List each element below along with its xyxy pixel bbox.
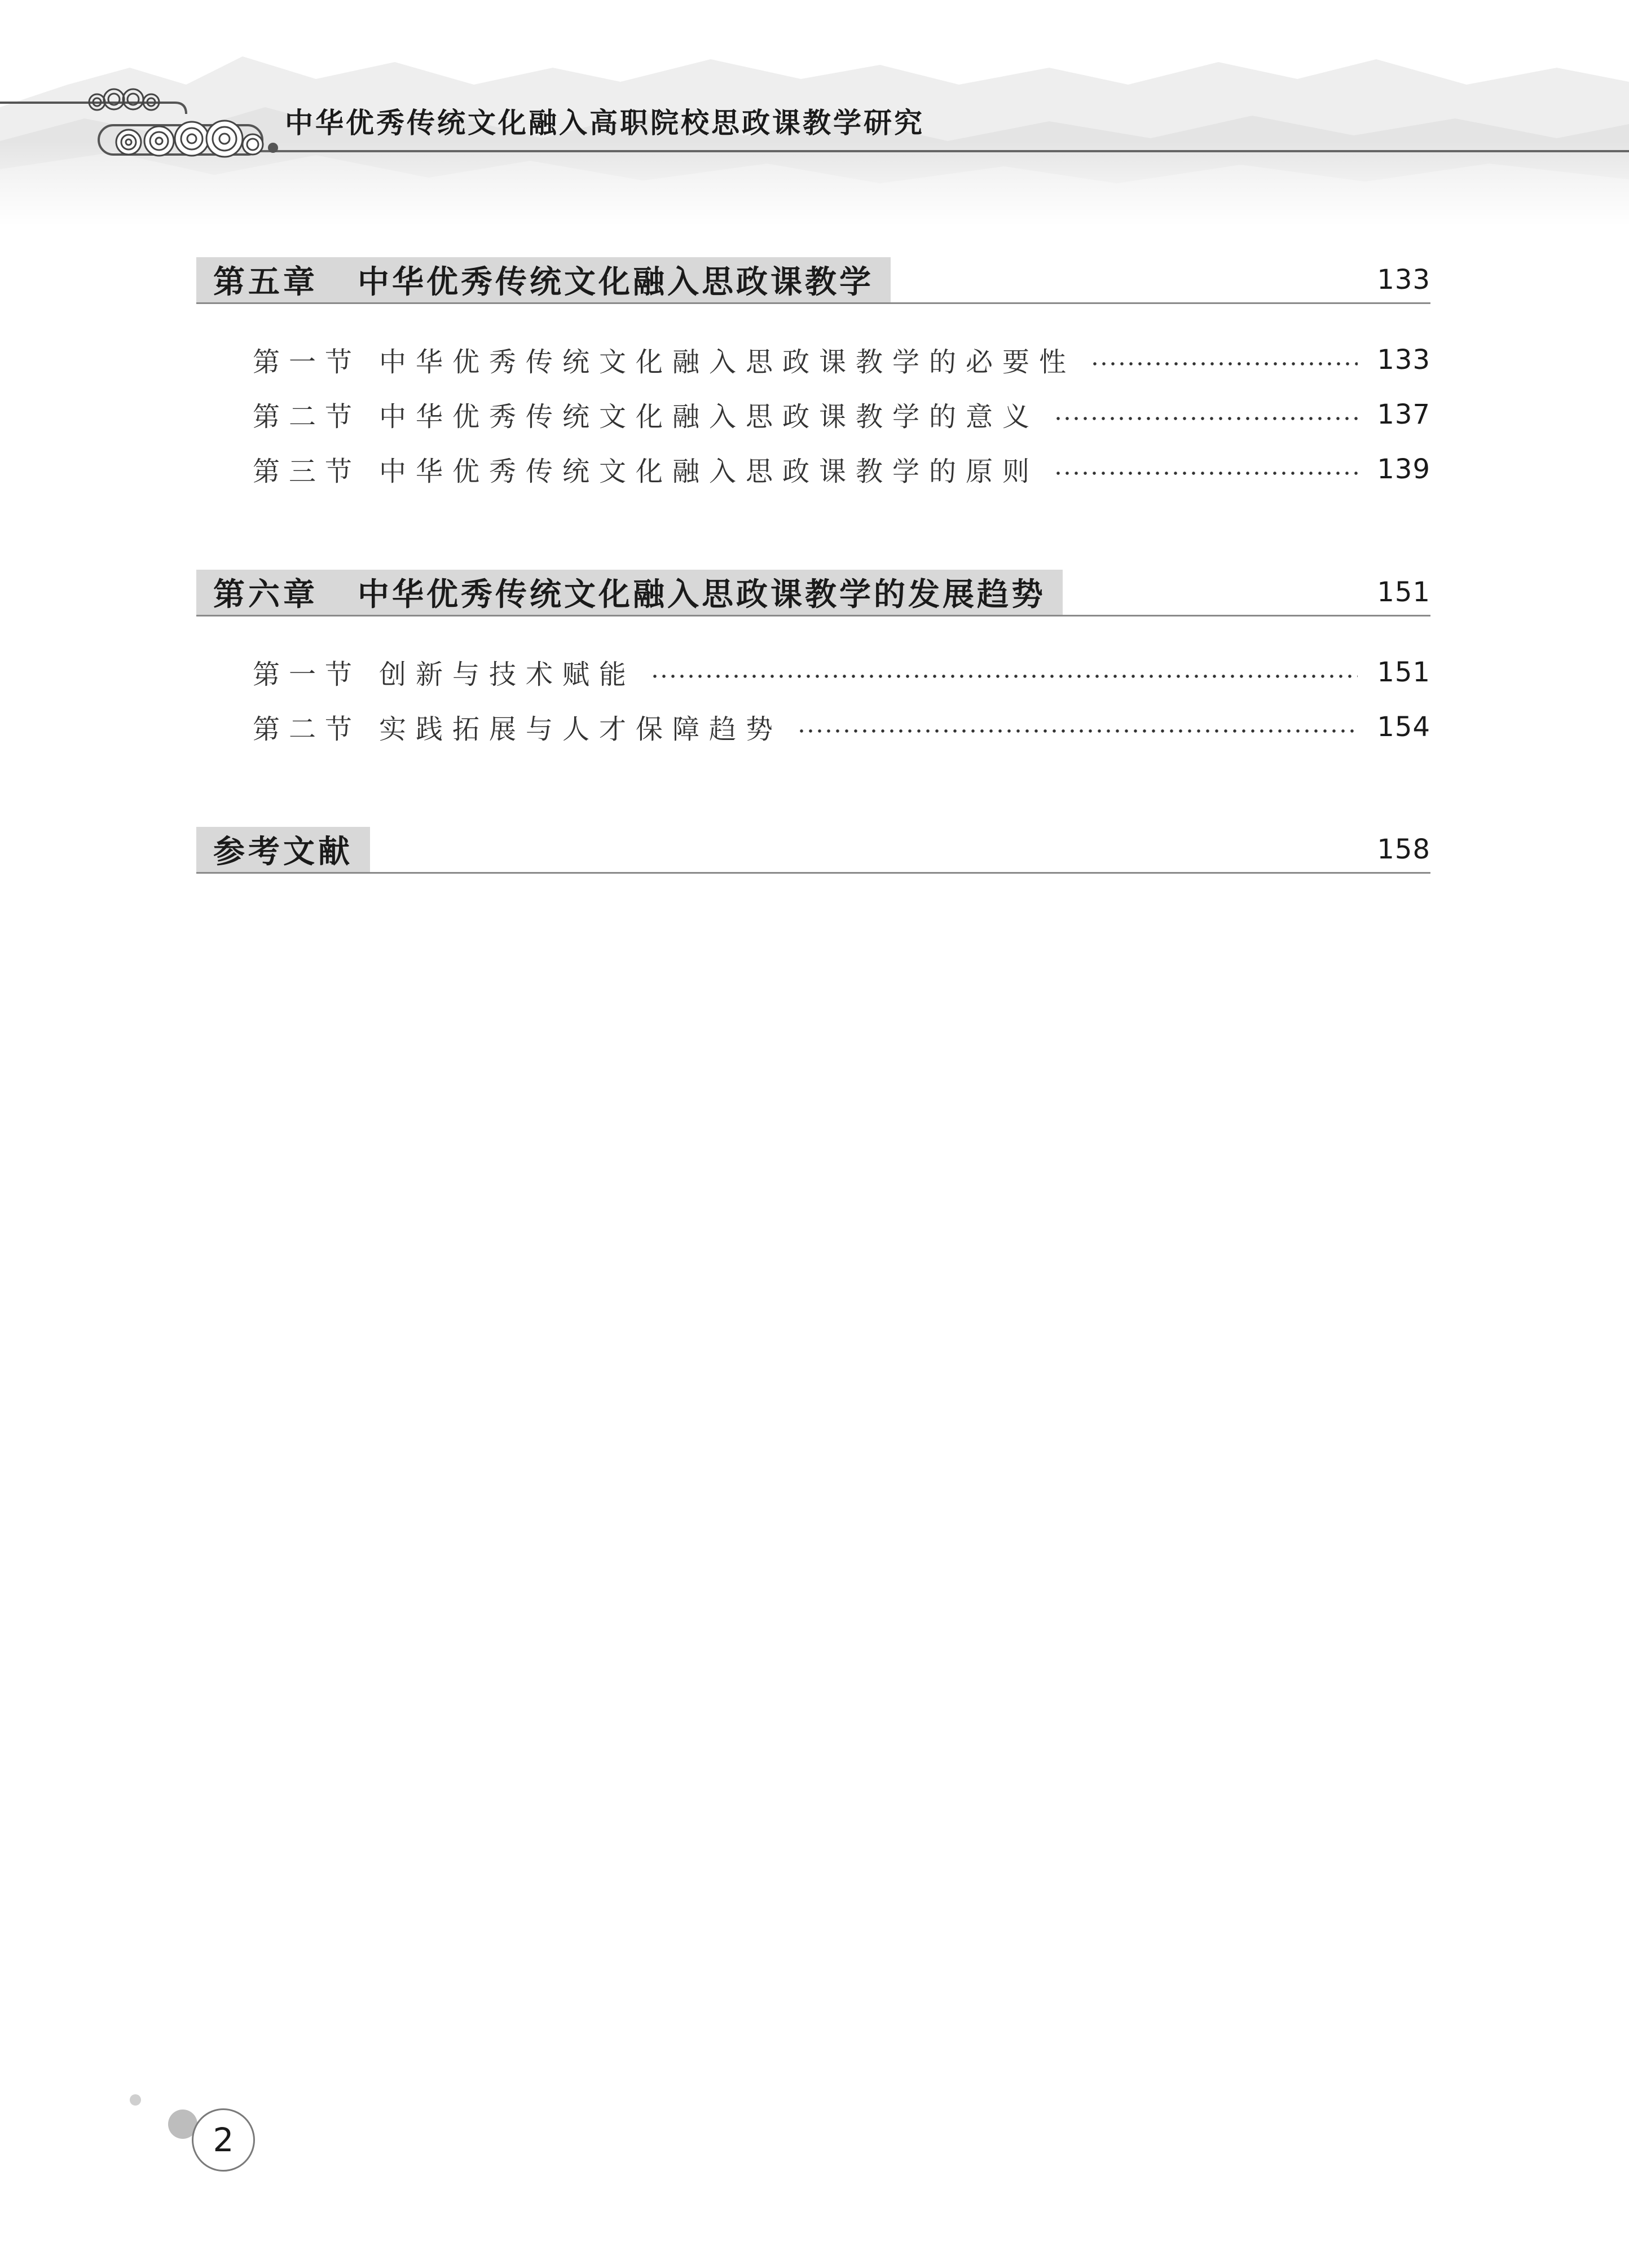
chapter-label-box (196, 570, 1063, 615)
chapter-heading-row[interactable] (196, 257, 1430, 304)
footer-dot-small (130, 2094, 141, 2106)
section-title: 创新与技术赋能 (379, 659, 636, 690)
section-number: 第一节 (253, 659, 362, 690)
toc-references (196, 827, 1430, 874)
toc-section-row[interactable] (196, 442, 1430, 496)
section-title: 中华优秀传统文化融入思政课教学的意义 (379, 401, 1040, 433)
section-page-number: 139 (1377, 453, 1430, 485)
chapter-label-box (196, 827, 370, 872)
running-header-title: 中华优秀传统文化融入高职院校思政课教学研究 (285, 107, 924, 139)
toc-chapter-6 (196, 570, 1430, 754)
section-number: 第三节 (253, 456, 362, 487)
section-number: 第一节 (253, 346, 362, 378)
section-list (196, 332, 1430, 496)
section-page-number: 133 (1377, 343, 1430, 376)
toc-section-row[interactable] (196, 699, 1430, 754)
chapter-heading-row[interactable] (196, 827, 1430, 874)
chapter-title: 中华优秀传统文化融入思政课教学 (358, 264, 874, 301)
section-page-number: 154 (1377, 711, 1430, 743)
toc-section-row[interactable] (196, 332, 1430, 387)
page-number-badge (192, 2108, 255, 2172)
section-page-number: 137 (1377, 398, 1430, 430)
dot-leader (1090, 360, 1358, 367)
chapter-number: 第五章 (213, 264, 318, 301)
section-number: 第二节 (253, 401, 362, 433)
section-title: 实践拓展与人才保障趋势 (379, 714, 783, 745)
section-page-number: 151 (1377, 656, 1430, 688)
references-heading: 参考文献 (213, 834, 353, 870)
section-title: 中华优秀传统文化融入思政课教学的必要性 (379, 346, 1076, 378)
section-number: 第二节 (253, 714, 362, 745)
chapter-page-number: 158 (1377, 834, 1430, 865)
section-title: 中华优秀传统文化融入思政课教学的原则 (379, 456, 1040, 487)
chapter-title: 中华优秀传统文化融入思政课教学的发展趋势 (358, 576, 1046, 613)
chapter-number: 第六章 (213, 576, 318, 613)
chapter-heading-row[interactable] (196, 570, 1430, 616)
dot-leader (650, 673, 1358, 680)
toc-chapter-5 (196, 257, 1430, 496)
dot-leader (1054, 470, 1358, 477)
dot-leader (1054, 415, 1358, 422)
dot-leader (797, 728, 1358, 734)
chapter-page-number: 151 (1377, 576, 1430, 608)
chapter-label-box (196, 257, 891, 302)
chapter-page-number: 133 (1377, 264, 1430, 296)
page-number: 2 (213, 2121, 234, 2159)
toc-section-row[interactable] (196, 387, 1430, 442)
section-list (196, 645, 1430, 754)
toc-section-row[interactable] (196, 645, 1430, 699)
